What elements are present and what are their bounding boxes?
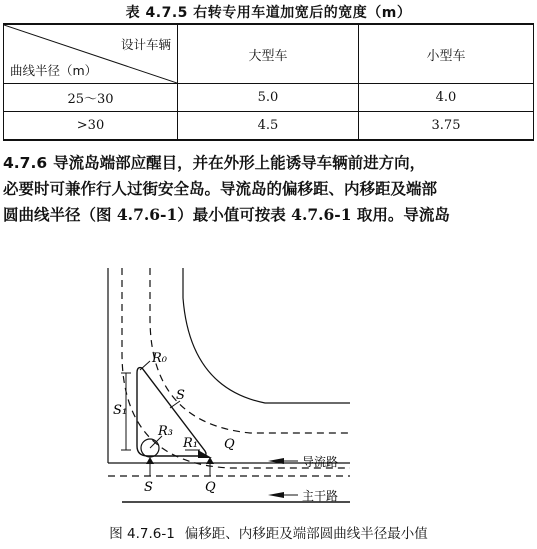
diagonal-header-cell xyxy=(4,24,178,84)
table-row xyxy=(4,84,534,112)
label-s-offset: S xyxy=(176,388,185,403)
label-guide-road: 导流路 xyxy=(302,455,339,469)
label-q-bottom: Q xyxy=(205,480,216,495)
label-s-bottom: S xyxy=(144,480,153,495)
paragraph-line-3: 圆曲线半径（图 4.7.6-1）最小值可按表 4.7.6-1 取用。导流岛 xyxy=(3,205,450,224)
header-large-vehicle: 大型车 xyxy=(178,24,359,84)
cell-radius: >30 xyxy=(4,112,178,141)
label-s1: S₁ xyxy=(113,403,128,418)
outer-curve-1 xyxy=(122,268,350,468)
cell-small: 3.75 xyxy=(359,112,534,141)
header-radius-label: 曲线半径（m） xyxy=(10,63,98,78)
section-number: 4.7.6 xyxy=(3,154,48,172)
outer-curve-solid xyxy=(183,268,350,403)
paragraph-line-2: 必要时可兼作行人过街安全岛。导流岛的偏移距、内移距及端部 xyxy=(3,179,438,198)
label-main-road: 主干路 xyxy=(302,489,339,503)
figure-caption xyxy=(0,522,537,542)
main-road-arrow xyxy=(268,492,284,498)
figure-number: 图 4.7.6-1 xyxy=(109,526,175,542)
cell-large: 5.0 xyxy=(178,84,359,112)
outer-curve-2 xyxy=(150,268,350,433)
paragraph-text-1: 导流岛端部应醒目，并在外形上能诱导车辆前进方向， xyxy=(53,153,426,172)
figure-title: 偏移距、内移距及端部圆曲线半径最小值 xyxy=(184,526,428,542)
header-small-vehicle: 小型车 xyxy=(359,24,534,84)
widening-table xyxy=(3,23,534,141)
table-caption: 表 4.7.5 右转专用车道加宽后的宽度（m） xyxy=(125,5,412,21)
label-q-right: Q xyxy=(224,437,235,452)
cell-small: 4.0 xyxy=(359,84,534,112)
cell-radius: 25～30 xyxy=(4,84,178,112)
island-diagram xyxy=(0,258,537,518)
label-r0: R₀ xyxy=(152,351,167,366)
header-vehicle-label: 设计车辆 xyxy=(120,37,171,52)
r0-leader xyxy=(140,361,150,370)
label-r1: R₁ xyxy=(183,436,198,451)
table-row xyxy=(4,112,534,141)
cell-large: 4.5 xyxy=(178,112,359,141)
paragraph-line-1 xyxy=(3,150,535,176)
table-header-row xyxy=(4,24,534,84)
section-paragraph xyxy=(3,150,535,228)
label-r3: R₃ xyxy=(158,424,173,439)
